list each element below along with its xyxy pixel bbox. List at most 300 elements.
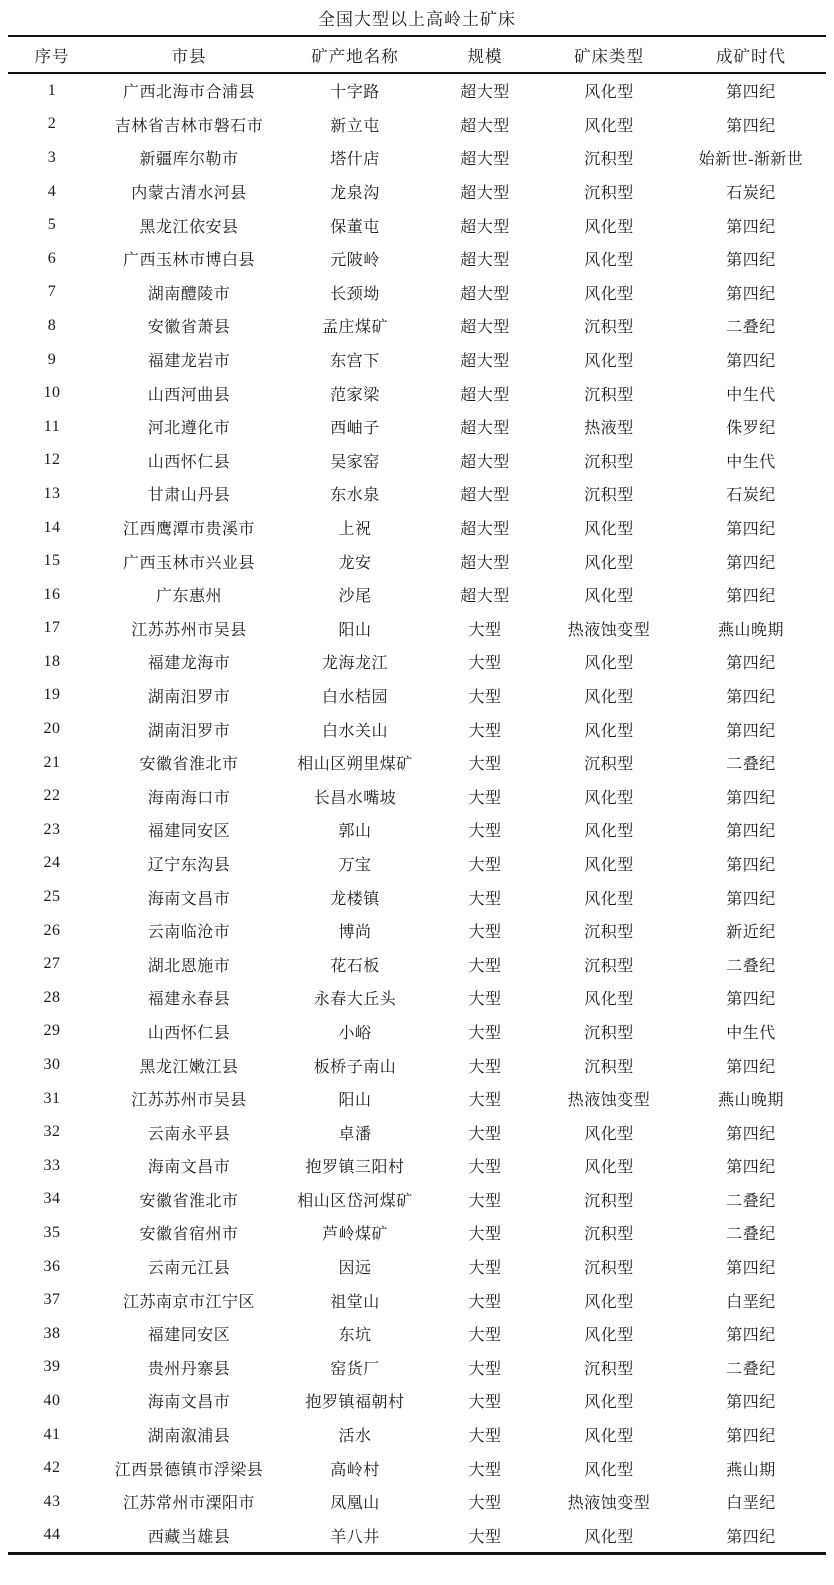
cell-deposit-type: 沉积型	[584, 453, 634, 471]
cell-county: 山西河曲县	[147, 386, 231, 404]
cell-era: 侏罗纪	[726, 420, 776, 438]
cell-deposit-type: 风化型	[584, 252, 634, 270]
cell-county: 贵州丹寨县	[147, 1360, 231, 1378]
cell-deposit-type: 风化型	[584, 588, 634, 606]
cell-deposit-name: 龙楼镇	[330, 890, 380, 908]
cell-index: 35	[43, 1223, 61, 1241]
table-row	[8, 309, 826, 343]
cell-era: 第四纪	[726, 218, 776, 236]
cell-county: 广西北海市合浦县	[122, 84, 255, 102]
cell-index: 23	[43, 820, 61, 838]
cell-deposit-name: 新立屯	[330, 117, 380, 135]
cell-deposit-type: 风化型	[584, 1461, 634, 1479]
cell-index: 44	[43, 1526, 61, 1544]
cell-index: 3	[47, 148, 57, 166]
cell-era: 燕山晚期	[717, 1092, 784, 1110]
cell-scale: 大型	[468, 1293, 502, 1311]
cell-county: 安徽省萧县	[147, 319, 231, 337]
cell-county: 辽宁东沟县	[147, 856, 231, 874]
cell-index: 34	[43, 1190, 61, 1208]
table-row	[8, 1082, 826, 1116]
cell-deposit-name: 范家梁	[330, 386, 380, 404]
cell-deposit-type: 沉积型	[584, 924, 634, 942]
cell-era: 第四纪	[726, 1327, 776, 1345]
cell-county: 黑龙江依安县	[139, 218, 239, 236]
cell-index: 24	[43, 854, 61, 872]
cell-deposit-name: 永春大丘头	[313, 991, 397, 1009]
cell-scale: 超大型	[460, 319, 510, 337]
cell-index: 11	[43, 417, 61, 435]
cell-scale: 大型	[468, 957, 502, 975]
cell-county: 云南永平县	[147, 1125, 231, 1143]
cell-era: 燕山期	[726, 1461, 776, 1479]
cell-deposit-name: 西岫子	[330, 420, 380, 438]
table-row	[8, 1418, 826, 1452]
cell-deposit-name: 郭山	[338, 823, 372, 841]
cell-county: 江苏常州市溧阳市	[122, 1495, 255, 1513]
cell-deposit-name: 上祝	[338, 521, 372, 539]
cell-scale: 大型	[468, 621, 502, 639]
cell-index: 5	[47, 216, 57, 234]
cell-deposit-name: 吴家窑	[330, 453, 380, 471]
cell-scale: 超大型	[460, 487, 510, 505]
table-row	[8, 376, 826, 410]
cell-county: 山西怀仁县	[147, 1024, 231, 1042]
cell-deposit-type: 风化型	[584, 218, 634, 236]
cell-scale: 大型	[468, 756, 502, 774]
cell-county: 新疆库尔勒市	[139, 151, 239, 169]
cell-index: 29	[43, 1022, 61, 1040]
table-row	[8, 645, 826, 679]
table-row	[8, 1149, 826, 1183]
table-row	[8, 1519, 826, 1554]
cell-deposit-name: 东坑	[338, 1327, 372, 1345]
cell-county: 湖南溆浦县	[147, 1428, 231, 1446]
cell-index: 20	[43, 720, 61, 738]
cell-county: 福建龙海市	[147, 655, 231, 673]
cell-index: 8	[47, 316, 57, 334]
header-row	[8, 36, 826, 73]
cell-index: 19	[43, 686, 61, 704]
cell-deposit-name: 长颈坳	[330, 285, 380, 303]
cell-index: 43	[43, 1492, 61, 1510]
cell-county: 江苏苏州市吴县	[131, 1092, 247, 1110]
cell-county: 海南文昌市	[147, 890, 231, 908]
table-row	[8, 208, 826, 242]
table-row	[8, 1115, 826, 1149]
column-header: 规模	[428, 36, 542, 73]
cell-deposit-type: 风化型	[584, 1327, 634, 1345]
cell-scale: 超大型	[460, 185, 510, 203]
table-header	[8, 36, 826, 73]
cell-deposit-type: 风化型	[584, 554, 634, 572]
table-row	[8, 1015, 826, 1049]
cell-deposit-type: 热液蚀变型	[567, 1092, 651, 1110]
cell-deposit-name: 祖堂山	[330, 1293, 380, 1311]
cell-index: 12	[43, 451, 61, 469]
cell-deposit-type: 风化型	[584, 353, 634, 371]
cell-deposit-name: 元陂岭	[330, 252, 380, 270]
cell-index: 10	[43, 384, 61, 402]
table-row	[8, 108, 826, 142]
cell-deposit-type: 沉积型	[584, 1226, 634, 1244]
cell-index: 41	[43, 1425, 61, 1443]
cell-index: 42	[43, 1459, 61, 1477]
cell-era: 二叠纪	[726, 1226, 776, 1244]
cell-scale: 大型	[468, 688, 502, 706]
cell-county: 江西鹰潭市贵溪市	[122, 521, 255, 539]
column-header: 序号	[8, 36, 96, 73]
cell-deposit-name: 高岭村	[330, 1461, 380, 1479]
cell-county: 福建同安区	[147, 1327, 231, 1345]
column-header: 矿床类型	[542, 36, 676, 73]
cell-scale: 超大型	[460, 453, 510, 471]
cell-county: 黑龙江嫩江县	[139, 1058, 239, 1076]
cell-deposit-name: 相山区朔里煤矿	[297, 756, 413, 774]
cell-scale: 大型	[468, 890, 502, 908]
cell-scale: 大型	[468, 1327, 502, 1345]
cell-county: 广西玉林市兴业县	[122, 554, 255, 572]
cell-deposit-name: 板桥子南山	[313, 1058, 397, 1076]
cell-county: 云南临沧市	[147, 924, 231, 942]
table-row	[8, 511, 826, 545]
cell-index: 31	[43, 1089, 61, 1107]
cell-deposit-name: 塔什店	[330, 151, 380, 169]
cell-scale: 超大型	[460, 588, 510, 606]
cell-era: 第四纪	[726, 722, 776, 740]
cell-county: 福建龙岩市	[147, 353, 231, 371]
cell-county: 湖南汨罗市	[147, 688, 231, 706]
table-row	[8, 444, 826, 478]
column-header: 矿产地名称	[282, 36, 428, 73]
cell-deposit-type: 风化型	[584, 991, 634, 1009]
table-row	[8, 1283, 826, 1317]
cell-scale: 大型	[468, 1092, 502, 1110]
cell-deposit-type: 热液蚀变型	[567, 621, 651, 639]
cell-deposit-name: 阳山	[338, 621, 372, 639]
cell-era: 第四纪	[726, 588, 776, 606]
cell-county: 福建同安区	[147, 823, 231, 841]
cell-deposit-name: 保董屯	[330, 218, 380, 236]
cell-era: 第四纪	[726, 554, 776, 572]
cell-deposit-name: 羊八井	[330, 1528, 380, 1546]
cell-deposit-name: 凤凰山	[330, 1495, 380, 1513]
table-row	[8, 1183, 826, 1217]
cell-deposit-name: 长昌水嘴坡	[313, 789, 397, 807]
table-row	[8, 1216, 826, 1250]
table-row	[8, 947, 826, 981]
cell-scale: 大型	[468, 1394, 502, 1412]
table-row	[8, 914, 826, 948]
cell-deposit-type: 沉积型	[584, 1260, 634, 1278]
cell-deposit-type: 风化型	[584, 688, 634, 706]
cell-era: 第四纪	[726, 789, 776, 807]
table-row	[8, 779, 826, 813]
cell-deposit-type: 沉积型	[584, 756, 634, 774]
cell-county: 安徽省淮北市	[139, 756, 239, 774]
cell-scale: 超大型	[460, 151, 510, 169]
cell-deposit-type: 沉积型	[584, 1360, 634, 1378]
cell-index: 13	[43, 484, 61, 502]
cell-era: 第四纪	[726, 1125, 776, 1143]
cell-era: 中生代	[726, 386, 776, 404]
cell-county: 安徽省宿州市	[139, 1226, 239, 1244]
cell-index: 17	[43, 619, 61, 637]
table-row	[8, 73, 826, 108]
cell-scale: 大型	[468, 1528, 502, 1546]
cell-deposit-name: 白水关山	[321, 722, 388, 740]
table-row	[8, 746, 826, 780]
cell-index: 9	[47, 350, 57, 368]
cell-index: 40	[43, 1391, 61, 1409]
cell-index: 18	[43, 652, 61, 670]
cell-scale: 超大型	[460, 252, 510, 270]
cell-scale: 大型	[468, 1461, 502, 1479]
cell-deposit-type: 风化型	[584, 890, 634, 908]
cell-era: 第四纪	[726, 1394, 776, 1412]
cell-era: 二叠纪	[726, 1360, 776, 1378]
cell-deposit-type: 风化型	[584, 1293, 634, 1311]
cell-deposit-type: 沉积型	[584, 487, 634, 505]
cell-scale: 超大型	[460, 84, 510, 102]
cell-index: 33	[43, 1156, 61, 1174]
cell-era: 二叠纪	[726, 756, 776, 774]
cell-scale: 大型	[468, 655, 502, 673]
cell-county: 山西怀仁县	[147, 453, 231, 471]
cell-deposit-name: 相山区岱河煤矿	[297, 1192, 413, 1210]
cell-deposit-type: 沉积型	[584, 151, 634, 169]
cell-era: 第四纪	[726, 521, 776, 539]
cell-county: 河北遵化市	[147, 420, 231, 438]
cell-index: 26	[43, 921, 61, 939]
cell-index: 2	[47, 115, 57, 133]
cell-era: 第四纪	[726, 823, 776, 841]
cell-deposit-type: 风化型	[584, 856, 634, 874]
cell-index: 16	[43, 585, 61, 603]
cell-index: 38	[43, 1324, 61, 1342]
table-row	[8, 679, 826, 713]
cell-scale: 大型	[468, 789, 502, 807]
table-row	[8, 612, 826, 646]
cell-county: 安徽省淮北市	[139, 1192, 239, 1210]
cell-era: 第四纪	[726, 252, 776, 270]
cell-county: 江苏苏州市吴县	[131, 621, 247, 639]
cell-deposit-name: 活水	[338, 1428, 372, 1446]
cell-era: 中生代	[726, 1024, 776, 1042]
cell-county: 福建永春县	[147, 991, 231, 1009]
cell-era: 二叠纪	[726, 1192, 776, 1210]
cell-index: 21	[43, 753, 61, 771]
cell-index: 7	[47, 283, 57, 301]
cell-scale: 大型	[468, 1260, 502, 1278]
cell-deposit-name: 孟庄煤矿	[321, 319, 388, 337]
cell-index: 4	[47, 182, 57, 200]
table-row	[8, 712, 826, 746]
cell-scale: 大型	[468, 856, 502, 874]
cell-county: 广东惠州	[155, 588, 222, 606]
cell-index: 1	[47, 81, 57, 99]
cell-index: 14	[43, 518, 61, 536]
cell-era: 燕山晚期	[717, 621, 784, 639]
cell-deposit-type: 风化型	[584, 1159, 634, 1177]
cell-deposit-name: 龙安	[338, 554, 372, 572]
cell-era: 第四纪	[726, 353, 776, 371]
cell-deposit-name: 芦岭煤矿	[321, 1226, 388, 1244]
cell-scale: 大型	[468, 1360, 502, 1378]
cell-scale: 超大型	[460, 420, 510, 438]
cell-scale: 大型	[468, 1024, 502, 1042]
cell-scale: 大型	[468, 1159, 502, 1177]
cell-county: 湖北恩施市	[147, 957, 231, 975]
cell-deposit-name: 博尚	[338, 924, 372, 942]
table-row	[8, 343, 826, 377]
cell-deposit-type: 风化型	[584, 655, 634, 673]
cell-deposit-name: 白水桔园	[321, 688, 388, 706]
cell-deposit-name: 抱罗镇三阳村	[305, 1159, 405, 1177]
cell-scale: 超大型	[460, 285, 510, 303]
cell-era: 第四纪	[726, 890, 776, 908]
cell-index: 39	[43, 1358, 61, 1376]
cell-deposit-name: 十字路	[330, 84, 380, 102]
cell-deposit-type: 热液型	[584, 420, 634, 438]
cell-era: 石炭纪	[726, 487, 776, 505]
cell-era: 中生代	[726, 453, 776, 471]
cell-era: 第四纪	[726, 84, 776, 102]
cell-era: 第四纪	[726, 1058, 776, 1076]
cell-era: 新近纪	[726, 924, 776, 942]
cell-era: 二叠纪	[726, 957, 776, 975]
cell-scale: 大型	[468, 722, 502, 740]
cell-county: 海南文昌市	[147, 1394, 231, 1412]
cell-scale: 大型	[468, 1226, 502, 1244]
cell-scale: 大型	[468, 823, 502, 841]
cell-deposit-type: 沉积型	[584, 957, 634, 975]
cell-era: 石炭纪	[726, 185, 776, 203]
cell-county: 吉林省吉林市磐石市	[114, 117, 264, 135]
table-row	[8, 410, 826, 444]
cell-deposit-name: 沙尾	[338, 588, 372, 606]
cell-era: 第四纪	[726, 117, 776, 135]
cell-deposit-type: 风化型	[584, 285, 634, 303]
column-header: 市县	[96, 36, 282, 73]
cell-deposit-type: 沉积型	[584, 1192, 634, 1210]
table-row	[8, 175, 826, 209]
cell-deposit-type: 风化型	[584, 117, 634, 135]
cell-scale: 超大型	[460, 117, 510, 135]
cell-index: 27	[43, 955, 61, 973]
table-row	[8, 1451, 826, 1485]
cell-era: 白垩纪	[726, 1495, 776, 1513]
cell-deposit-type: 沉积型	[584, 1024, 634, 1042]
cell-index: 25	[43, 888, 61, 906]
cell-deposit-type: 风化型	[584, 823, 634, 841]
cell-era: 始新世-渐新世	[698, 151, 804, 169]
cell-deposit-name: 小峪	[338, 1024, 372, 1042]
cell-era: 第四纪	[726, 655, 776, 673]
table-row	[8, 981, 826, 1015]
cell-era: 第四纪	[726, 285, 776, 303]
cell-scale: 超大型	[460, 353, 510, 371]
table-row	[8, 813, 826, 847]
kaolin-deposits-table	[8, 35, 826, 1555]
cell-deposit-type: 风化型	[584, 789, 634, 807]
cell-deposit-name: 抱罗镇福朝村	[305, 1394, 405, 1412]
cell-deposit-name: 东水泉	[330, 487, 380, 505]
cell-deposit-name: 卓潘	[338, 1125, 372, 1143]
cell-index: 30	[43, 1056, 61, 1074]
cell-index: 37	[43, 1291, 61, 1309]
cell-deposit-name: 东宫下	[330, 353, 380, 371]
cell-era: 第四纪	[726, 1260, 776, 1278]
cell-era: 第四纪	[726, 1528, 776, 1546]
cell-deposit-type: 沉积型	[584, 185, 634, 203]
cell-county: 海南海口市	[147, 789, 231, 807]
cell-deposit-type: 沉积型	[584, 319, 634, 337]
table-row	[8, 1485, 826, 1519]
cell-scale: 超大型	[460, 554, 510, 572]
cell-deposit-type: 风化型	[584, 1125, 634, 1143]
cell-scale: 超大型	[460, 218, 510, 236]
cell-deposit-type: 风化型	[584, 722, 634, 740]
table-row	[8, 276, 826, 310]
cell-index: 6	[47, 249, 57, 267]
cell-scale: 大型	[468, 1058, 502, 1076]
column-header: 成矿时代	[676, 36, 826, 73]
cell-scale: 大型	[468, 1428, 502, 1446]
cell-deposit-type: 沉积型	[584, 386, 634, 404]
cell-deposit-name: 花石板	[330, 957, 380, 975]
cell-deposit-type: 风化型	[584, 1528, 634, 1546]
cell-era: 第四纪	[726, 856, 776, 874]
table-row	[8, 1048, 826, 1082]
table-row	[8, 1351, 826, 1385]
table-row	[8, 1384, 826, 1418]
cell-era: 第四纪	[726, 1428, 776, 1446]
cell-county: 甘肃山丹县	[147, 487, 231, 505]
cell-county: 江西景德镇市浮梁县	[114, 1461, 264, 1479]
table-row	[8, 141, 826, 175]
table-row	[8, 477, 826, 511]
cell-county: 湖南醴陵市	[147, 285, 231, 303]
cell-deposit-name: 窑货厂	[330, 1360, 380, 1378]
cell-index: 32	[43, 1123, 61, 1141]
table-row	[8, 544, 826, 578]
cell-county: 西藏当雄县	[147, 1528, 231, 1546]
table-row	[8, 1317, 826, 1351]
cell-scale: 大型	[468, 1192, 502, 1210]
cell-era: 二叠纪	[726, 319, 776, 337]
page-title: 全国大型以上高岭土矿床	[318, 10, 516, 29]
cell-scale: 超大型	[460, 386, 510, 404]
cell-deposit-name: 阳山	[338, 1092, 372, 1110]
cell-deposit-name: 因远	[338, 1260, 372, 1278]
cell-era: 白垩纪	[726, 1293, 776, 1311]
cell-deposit-name: 龙泉沟	[330, 185, 380, 203]
cell-scale: 大型	[468, 1495, 502, 1513]
cell-deposit-type: 风化型	[584, 1394, 634, 1412]
cell-county: 湖南汨罗市	[147, 722, 231, 740]
cell-scale: 大型	[468, 1125, 502, 1143]
cell-index: 28	[43, 988, 61, 1006]
cell-scale: 超大型	[460, 521, 510, 539]
cell-deposit-type: 风化型	[584, 84, 634, 102]
cell-scale: 大型	[468, 991, 502, 1009]
cell-deposit-type: 风化型	[584, 521, 634, 539]
table-body	[8, 73, 826, 1554]
table-row	[8, 578, 826, 612]
cell-county: 云南元江县	[147, 1260, 231, 1278]
table-row	[8, 880, 826, 914]
